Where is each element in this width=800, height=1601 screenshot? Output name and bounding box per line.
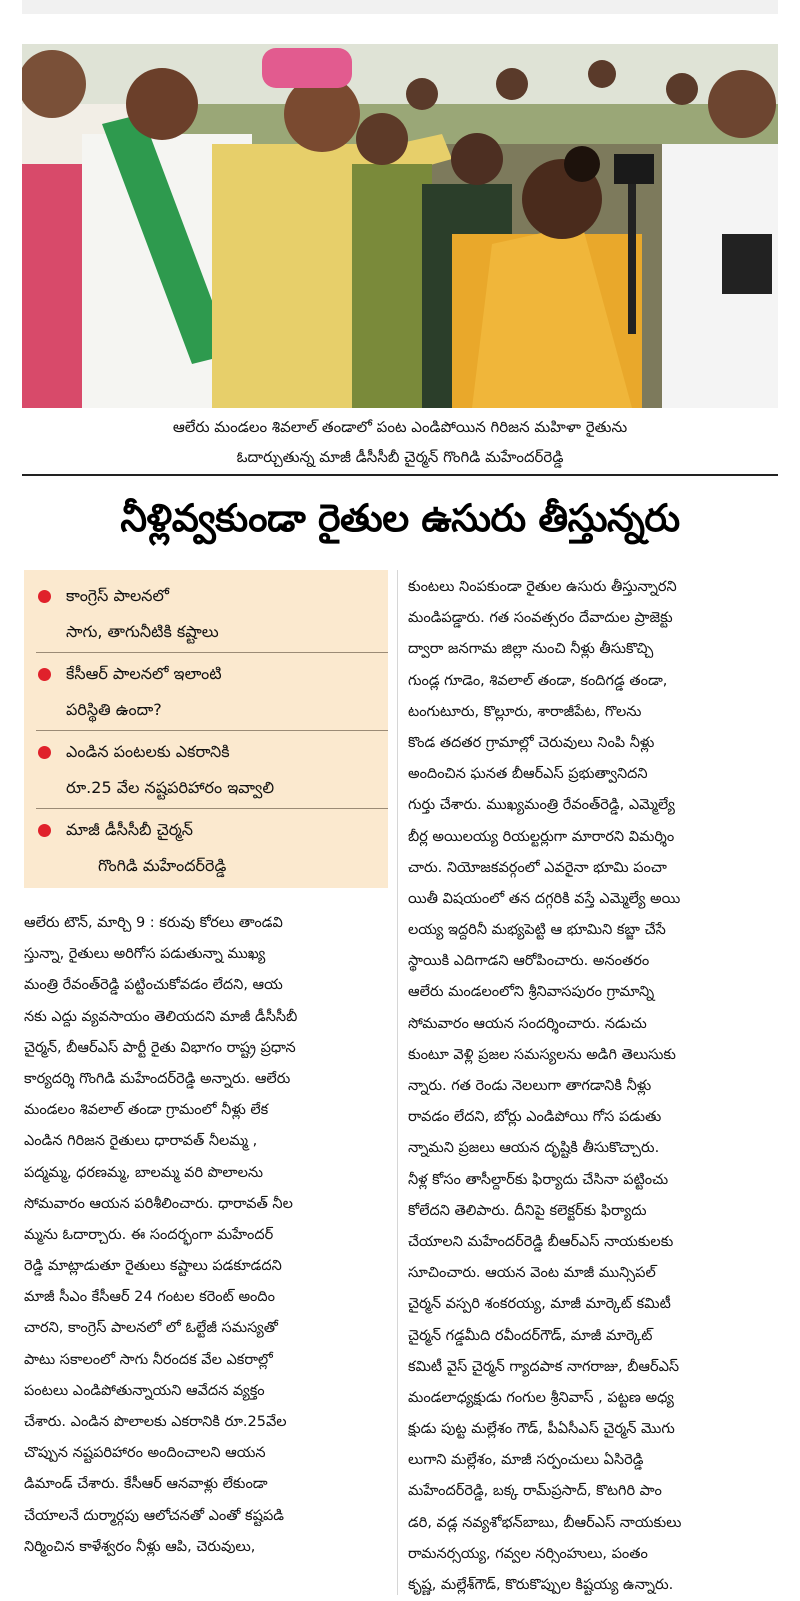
- text-line: మండలాధ్యక్షుడు గంగుల శ్రీనివాస్ , పట్టణ అధ్య: [408, 1389, 674, 1406]
- text-line: పంటలు ఎండిపోతున్నాయని ఆవేదన వ్యక్తం: [24, 1382, 265, 1399]
- bullet-icon: [38, 668, 51, 681]
- text-line: చేశారు. ఎండిన పొలాలకు ఎకరానికి రూ.25వేల: [24, 1414, 287, 1430]
- highlight-divider: [36, 652, 388, 653]
- text-line: గుండ్ల గూడెం, శివలాల్ తండా, కందిగడ్డ తండా,: [408, 672, 668, 689]
- text-line: రావడం లేదని, బోర్లు ఎండిపోయి గోస పడుతు: [408, 1109, 662, 1126]
- text-line: కార్యదర్శి గొంగిడి మహేందర్‌రెడ్డి అన్నారు. ఆలేరు: [24, 1070, 291, 1087]
- text-line: మంత్రి రేవంత్‌రెడ్డి పట్టించుకోవడం లేదని, ఆయ: [24, 977, 283, 994]
- photo-caption: [22, 412, 778, 472]
- text-line: బీర్ల అయిలయ్య రియల్టర్లుగా మారారని విమర్శిం: [408, 828, 675, 845]
- text-line: సోమవారం ఆయన సందర్శించారు. నడుచు: [408, 1015, 647, 1032]
- text-line: లుగాని మల్లేశం, మాజీ సర్పంచులు ఏసిరెడ్డి: [408, 1452, 644, 1469]
- highlight-line: కేసీఆర్ పాలనలో ఇలాంటి: [66, 664, 222, 683]
- text-line: క్షుడు పుట్ట మల్లేశం గౌడ్, పీఏసీఎస్ చైర్మన్ మొగు: [408, 1421, 675, 1438]
- text-line: మాజీ సీఎం కేసీఆర్ 24 గంటల కరెంట్ అందిం: [24, 1289, 275, 1306]
- highlight-item: [24, 578, 388, 650]
- highlight-item: [24, 812, 388, 884]
- text-line: చేయాలని మహేందర్‌రెడ్డి బీఆర్ఎస్ నాయకులకు: [408, 1233, 674, 1250]
- highlight-line: కాంగ్రెస్ పాలనలో: [66, 586, 169, 605]
- text-line: చైర్మన్, బీఆర్ఎస్ పార్టీ రైతు విభాగం రాష్ట్ర ప్రధాన: [24, 1039, 296, 1056]
- article-body-right: [408, 572, 778, 1601]
- highlight-line: పరిస్థితి ఉందా?: [66, 700, 162, 719]
- text-line: పాటు సకాలంలో సాగు నీరందక వేల ఎకరాల్లో: [24, 1351, 273, 1368]
- text-line: ఆలేరు టౌన్, మార్చి 9 : కరువు కోరలు తాండవి: [24, 915, 283, 931]
- highlight-line: రూ.25 వేల నష్టపరిహారం ఇవ్వాలి: [66, 778, 275, 797]
- text-line: నిర్మించిన కాళేశ్వరం నీళ్లు ఆపి, చెరువులు,: [24, 1538, 256, 1555]
- text-line: చొప్పున నష్టపరిహారం అందించాలని ఆయన: [24, 1445, 266, 1462]
- text-line: చైర్మన్ వస్పరి శంకరయ్య, మాజీ మార్కెట్ కమిటీ: [408, 1296, 671, 1313]
- text-line: కమిటీ వైస్ చైర్మన్ గ్యాదపాక నాగరాజు, బీఆర్ఎస్: [408, 1358, 680, 1375]
- article-headline: నీళ్లివ్వకుండా రైతుల ఉసురు తీస్తున్నరు: [120, 496, 680, 540]
- bullet-icon: [38, 746, 51, 759]
- text-line: సోమవారం ఆయన పరిశీలించారు. ధారావత్ నీల: [24, 1195, 293, 1212]
- highlight-line: మాజీ డీసీసీబీ చైర్మన్: [66, 820, 194, 839]
- caption-line-1: ఆలేరు మండలం శివలాల్ తండాలో పంట ఎండిపోయిన గిరిజన మహిళా రైతును: [172, 418, 628, 436]
- text-line: మండలం శివలాల్ తండా గ్రామంలో నీళ్లు లేక: [24, 1102, 269, 1119]
- text-line: మ్మను ఓదార్చారు. ఈ సందర్భంగా మహేందర్: [24, 1226, 274, 1243]
- text-line: ఎండిన గిరిజన రైతులు ధారావత్ నీలమ్మ ,: [24, 1133, 258, 1150]
- article-body-left: [24, 908, 388, 1563]
- text-line: రామనర్సయ్య, గవ్వల నర్సింహులు, పంతం: [408, 1545, 648, 1562]
- news-photo-illustration: [22, 44, 778, 408]
- text-line: న్నామని ప్రజలు ఆయన దృష్టికి తీసుకొచ్చారు.: [408, 1140, 660, 1157]
- text-line: నీళ్ల కోసం తాసీల్దార్‌కు ఫిర్యాదు చేసినా పట్టించు: [408, 1171, 669, 1188]
- caption-divider: [22, 474, 778, 476]
- text-line: సూచించారు. ఆయన వెంట మాజీ మున్సిపల్: [408, 1265, 656, 1282]
- text-line: మండిపడ్డారు. గత సంవత్సరం దేవాదుల ప్రాజెక్టు: [408, 610, 673, 627]
- text-line: కృష్ణ, మల్లేశ్‌గౌడ్, కొరుకొప్పుల కిష్టయ్య ఉన్నారు.: [408, 1577, 674, 1593]
- text-line: స్తున్నా, రైతులు అరిగోస పడుతున్నా ముఖ్య: [24, 946, 266, 963]
- text-line: కొండ తదతర గ్రామాల్లో చెరువులు నింపి నీళ్లు: [408, 734, 655, 751]
- text-line: మహేందర్‌రెడ్డి, బక్క రామ్‌ప్రసాద్, కొటగిరి పాం: [408, 1483, 662, 1500]
- highlight-item: [24, 656, 388, 728]
- text-line: స్థాయికి ఎదిగాడని ఆరోపించారు. అనంతరం: [408, 953, 650, 970]
- text-line: న్నారు. గత రెండు నెలలుగా తాగడానికి నీళ్లు: [408, 1078, 652, 1094]
- text-line: ఆలేరు మండలంలోని శ్రీనివాసపురం గ్రామాన్ని: [408, 984, 655, 1001]
- highlight-line: ఎండిన పంటలకు ఎకరానికి: [66, 742, 230, 761]
- highlights-box: [24, 570, 388, 888]
- highlight-line: గొంగిడి మహేందర్‌రెడ్డి: [98, 856, 227, 875]
- text-line: లయ్య ఇద్దరినీ మభ్యపెట్టి ఆ భూమిని కబ్జా చేసే: [408, 922, 666, 939]
- text-line: గుర్తు చేశారు. ముఖ్యమంత్రి రేవంత్‌రెడ్డి, ఎమ్మెల్యే: [408, 797, 675, 814]
- text-line: చైర్మన్ గడ్డమీది రవీందర్‌గౌడ్, మాజీ మార్కెట్: [408, 1327, 653, 1344]
- bullet-icon: [38, 824, 51, 837]
- text-line: చారని, కాంగ్రెస్ పాలనలో లో ఓల్టేజీ సమస్యతో: [24, 1320, 278, 1337]
- highlight-divider: [36, 808, 388, 809]
- text-line: చేయాలనే దుర్మార్గపు ఆలోచనతో ఎంతో కష్టపడి: [24, 1507, 284, 1524]
- news-photo: [22, 44, 778, 408]
- text-line: ద్వారా జనగామ జిల్లా నుంచి నీళ్లు తీసుకొచ్చి: [408, 641, 654, 658]
- text-line: టంగుటూరు, కొల్లూరు, శారాజీపేట, గొలను: [408, 703, 642, 720]
- text-line: అందించిన ఘనత బీఆర్ఎస్ ప్రభుత్వానిదని: [408, 766, 648, 783]
- text-line: డరి, వడ్ల నవ్యశోభన్‌బాబు, బీఆర్ఎస్ నాయకులు: [408, 1514, 682, 1531]
- highlight-line: సాగు, తాగునీటికి కష్టాలు: [66, 622, 219, 641]
- highlight-item: [24, 734, 388, 806]
- text-line: డిమాండ్ చేశారు. కేసీఆర్ ఆనవాళ్లు లేకుండా: [24, 1476, 268, 1493]
- text-line: పద్మమ్మ, ధరణమ్మ, బాలమ్మ వరి పొలాలను: [24, 1164, 264, 1181]
- text-line: నకు ఎద్దు వ్యవసాయం తెలియదని మాజీ డీసీసీబీ: [24, 1008, 298, 1025]
- text-line: కుంటలు నింపకుండా రైతుల ఉసురు తీస్తున్నారని: [408, 579, 677, 595]
- text-line: కోలేదని తెలిపారు. దీనిపై కలెక్టర్‌కు ఫిర్యాదు: [408, 1202, 647, 1219]
- bullet-icon: [38, 590, 51, 603]
- text-line: కుంటూ వెళ్లి ప్రజల సమస్యలను అడిగి తెలుసుకు: [408, 1046, 676, 1063]
- text-line: యితీ విషయంలో తన దగ్గరికి వస్తే ఎమ్మెల్యే అయి: [408, 890, 681, 907]
- highlight-divider: [36, 730, 388, 731]
- text-line: రెడ్డి మాట్లాడుతూ రైతులు కష్టాలు పడకూడదని: [24, 1258, 282, 1275]
- caption-line-2: ఓదార్చుతున్న మాజీ డీసీసీబీ చైర్మన్ గొంగిడి మహేందర్‌రెడ్డి: [236, 448, 564, 466]
- page-top-strip: [22, 0, 778, 14]
- column-divider: [397, 570, 398, 1595]
- text-line: చారు. నియోజకవర్గంలో ఎవరైనా భూమి పంచా: [408, 859, 667, 876]
